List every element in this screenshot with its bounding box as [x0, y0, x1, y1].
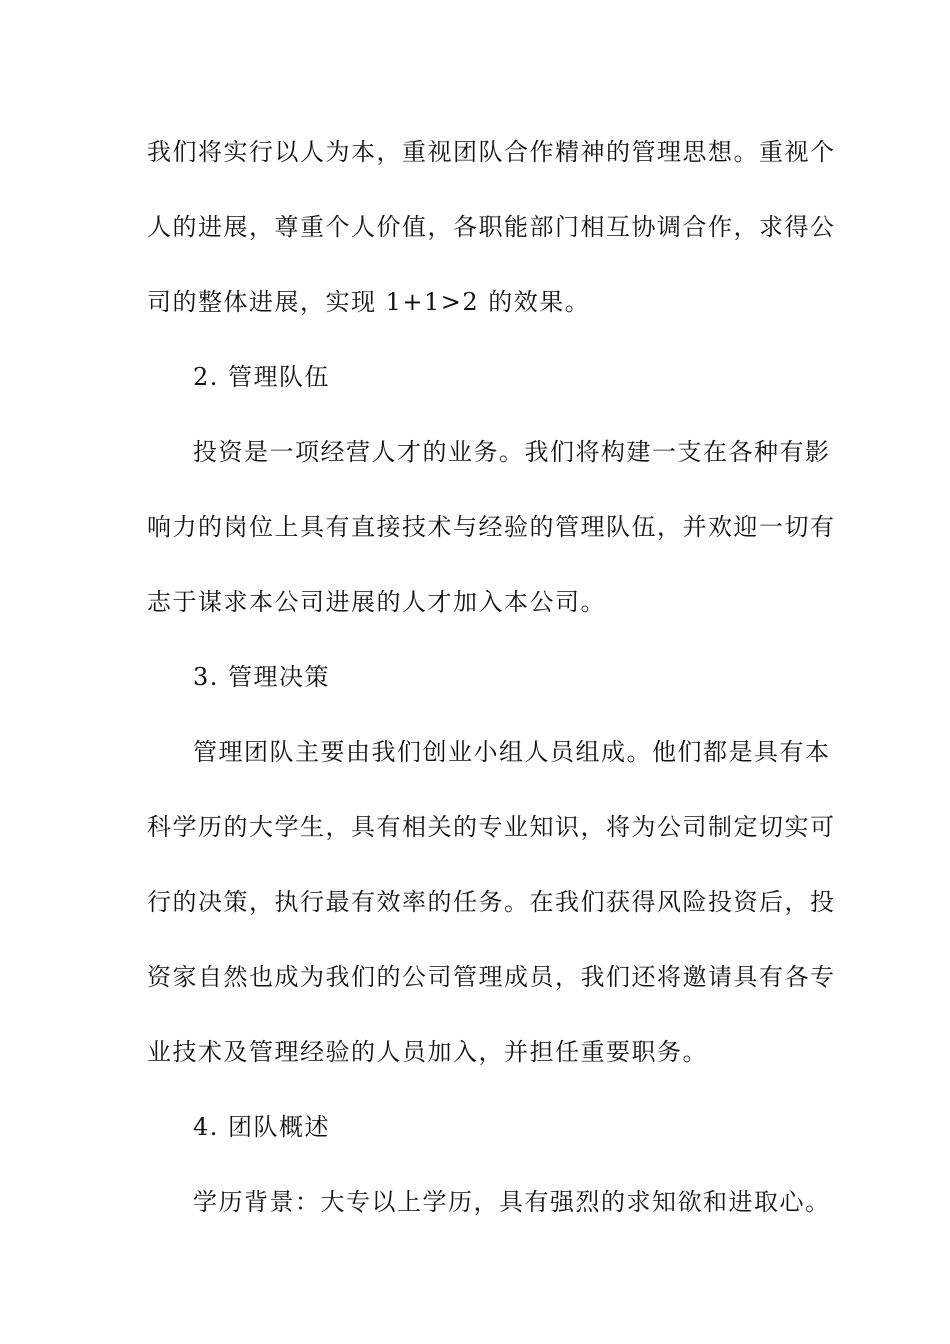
paragraph-3-line-3: 行的决策，执行最有效率的任务。在我们获得风险投资后，投 — [147, 888, 836, 916]
section-heading-management-team: 2. 管理队伍 — [193, 363, 331, 391]
paragraph-2-line-1: 投资是一项经营人才的业务。我们将构建一支在各种有影 — [193, 438, 831, 466]
paragraph-4-line-1: 学历背景：大专以上学历，具有强烈的求知欲和进取心。 — [193, 1188, 831, 1216]
paragraph-2-line-2: 响力的岗位上具有直接技术与经验的管理队伍，并欢迎一切有 — [147, 513, 836, 541]
paragraph-3-line-1: 管理团队主要由我们创业小组人员组成。他们都是具有本 — [193, 738, 831, 766]
paragraph-1-line-1: 我们将实行以人为本，重视团队合作精神的管理思想。重视个 — [147, 138, 836, 166]
paragraph-3-line-4: 资家自然也成为我们的公司管理成员，我们还将邀请具有各专 — [147, 963, 836, 991]
paragraph-2-line-3: 志于谋求本公司进展的人才加入本公司。 — [147, 588, 606, 616]
section-heading-management-decision: 3. 管理决策 — [193, 663, 331, 691]
section-heading-team-overview: 4. 团队概述 — [193, 1113, 331, 1141]
paragraph-1-line-3: 司的整体进展，实现 1+1>2 的效果。 — [147, 288, 591, 316]
paragraph-1-line-2: 人的进展，尊重个人价值，各职能部门相互协调合作，求得公 — [147, 213, 836, 241]
paragraph-3-line-2: 科学历的大学生，具有相关的专业知识，将为公司制定切实可 — [147, 813, 836, 841]
paragraph-3-line-5: 业技术及管理经验的人员加入，并担任重要职务。 — [147, 1038, 708, 1066]
